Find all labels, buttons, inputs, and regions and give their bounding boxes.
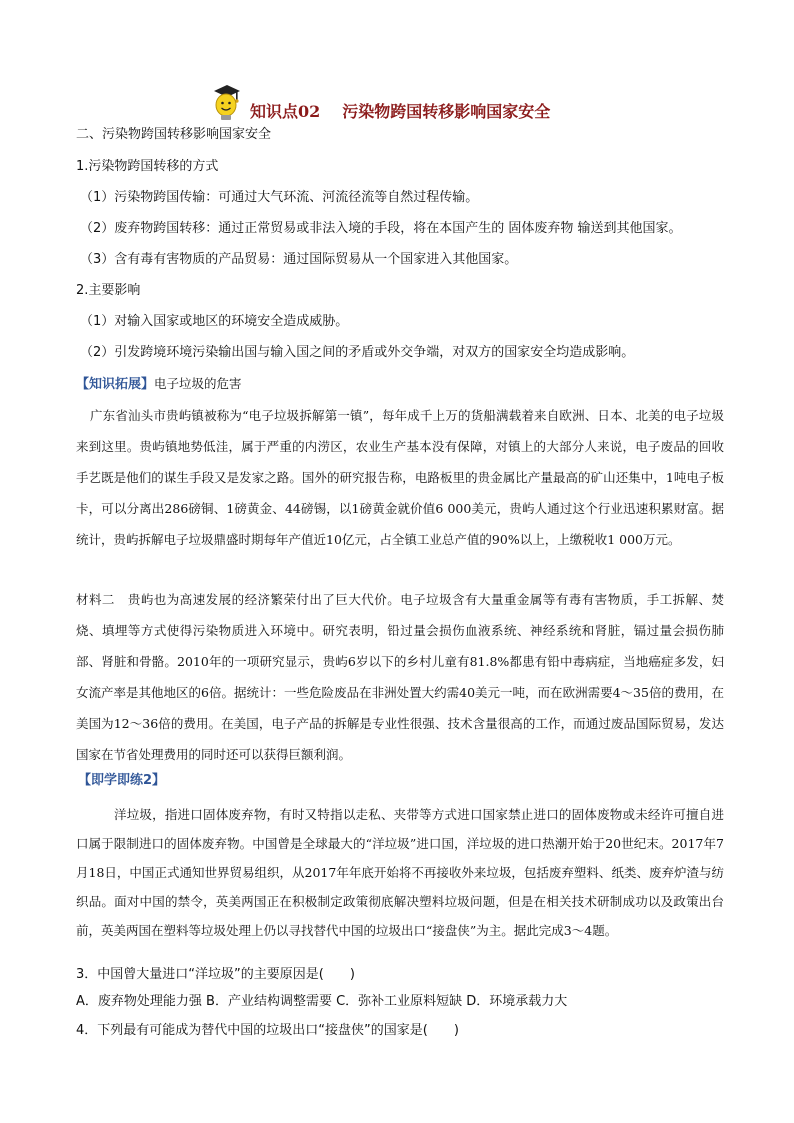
list-item: （1）对输入国家或地区的环境安全造成威胁。 [80,314,349,329]
material-two-paragraph [76,584,724,770]
question-3-options: A．废弃物处理能力强 B．产业结构调整需要 C．弥补工业原料短缺 D．环境承载力大 [76,994,568,1009]
knowledge-point-number: 知识点02 [250,102,321,121]
subsection-title-1: 1.污染物跨国转移的方式 [76,159,219,174]
list-item: （3）含有毒有害物质的产品贸易：通过国际贸易从一个国家进入其他国家。 [80,252,518,267]
practice-tag: 【即学即练2】 [78,773,166,788]
material-one-text: 广东省汕头市贵屿镇被称为“电子垃圾拆解第一镇”，每年成千上万的货船满载着来自欧洲、日本、北美的电子垃圾来到这里。贵屿镇地势低洼，属于严重的内涝区，农业生产基本没有保障，对镇上的大部分人来说，电子废品的回收手艺既是他们的谋生手段又是发家之路。国外的研究报告称，电路板里的贵金属比产量最高的矿山还集中，1吨电子板卡，可以分离出286磅铜、1磅黄金、44磅锡，以1磅黄金就价值6 000美元，贵屿人通过这个行业迅速积累财富。据统计，贵屿拆解电子垃圾鼎盛时期每年产值近10亿元，占全镇工业总产值的90%以上，上缴税收1 000万元。 [76,408,724,547]
extension-title: 电子垃圾的危害 [154,376,242,391]
extension-header [76,375,242,394]
list-item: （2）引发跨境环境污染输出国与输入国之间的矛盾或外交争端，对双方的国家安全均造成影响。 [80,345,635,360]
lightbulb-graduate-icon [210,82,244,122]
list-item: （2）废弃物跨国转移：通过正常贸易或非法入境的手段，将在本国产生的 固体废弃物 输送到其他国家。 [80,221,682,236]
question-3: 3．中国曾大量进口“洋垃圾”的主要原因是( ) [76,967,355,982]
subsection-title-2: 2.主要影响 [76,283,141,298]
question-4: 4．下列最有可能成为替代中国的垃圾出口“接盘侠”的国家是( ) [76,1023,459,1038]
material-one-paragraph [76,400,724,555]
practice-passage-text: 洋垃圾，指进口固体废弃物，有时又特指以走私、夹带等方式进口国家禁止进口的固体废物或未经许可擅自进口属于限制进口的固体废弃物。中国曾是全球最大的“洋垃圾”进口国，洋垃圾的进口热潮开始于20世纪末。2017年7月18日，中国正式通知世界贸易组织，从2017年年底开始将不再接收外来垃圾，包括废弃塑料、纸类、废弃炉渣与纺织品。面对中国的禁令，英美两国正在积极制定政策彻底解决塑料垃圾问题，但是在相关技术研制成功以及政策出台前，英美两国在塑料等垃圾处理上仍以寻找替代中国的垃圾出口“接盘侠”为主。据此完成3～4题。 [76,807,724,938]
knowledge-point-header [210,78,550,122]
extension-tag: 【知识拓展】 [76,377,155,392]
list-item: （1）污染物跨国传输：可通过大气环流、河流径流等自然过程传输。 [80,190,479,205]
material-two-text: 贵屿也为高速发展的经济繁荣付出了巨大代价。电子垃圾含有大量重金属等有毒有害物质，手工拆解、焚烧、填埋等方式使得污染物质进入环境中。研究表明，铅过量会损伤血液系统、神经系统和肾脏，镉过量会损伤肺部、肾脏和骨骼。2010年的一项研究显示，贵屿6岁以下的乡村儿童有81.8%都患有铅中毒病症，当地癌症多发，妇女流产率是其他地区的6倍。据统计：一些危险废品在非洲处置大约需40美元一吨，而在欧洲需要4～35倍的费用，在美国为12～36倍的费用。在美国，电子产品的拆解是专业性很强、技术含量很高的工作，而通过废品国际贸易，发达国家在节省处理费用的同时还可以获得巨额利润。 [76,592,724,762]
practice-passage [76,800,724,945]
material-two-label: 材料二 [76,592,115,607]
page-title [250,99,550,122]
knowledge-point-title: 污染物跨国转移影响国家安全 [342,102,551,121]
section-heading: 二、污染物跨国转移影响国家安全 [76,127,272,142]
